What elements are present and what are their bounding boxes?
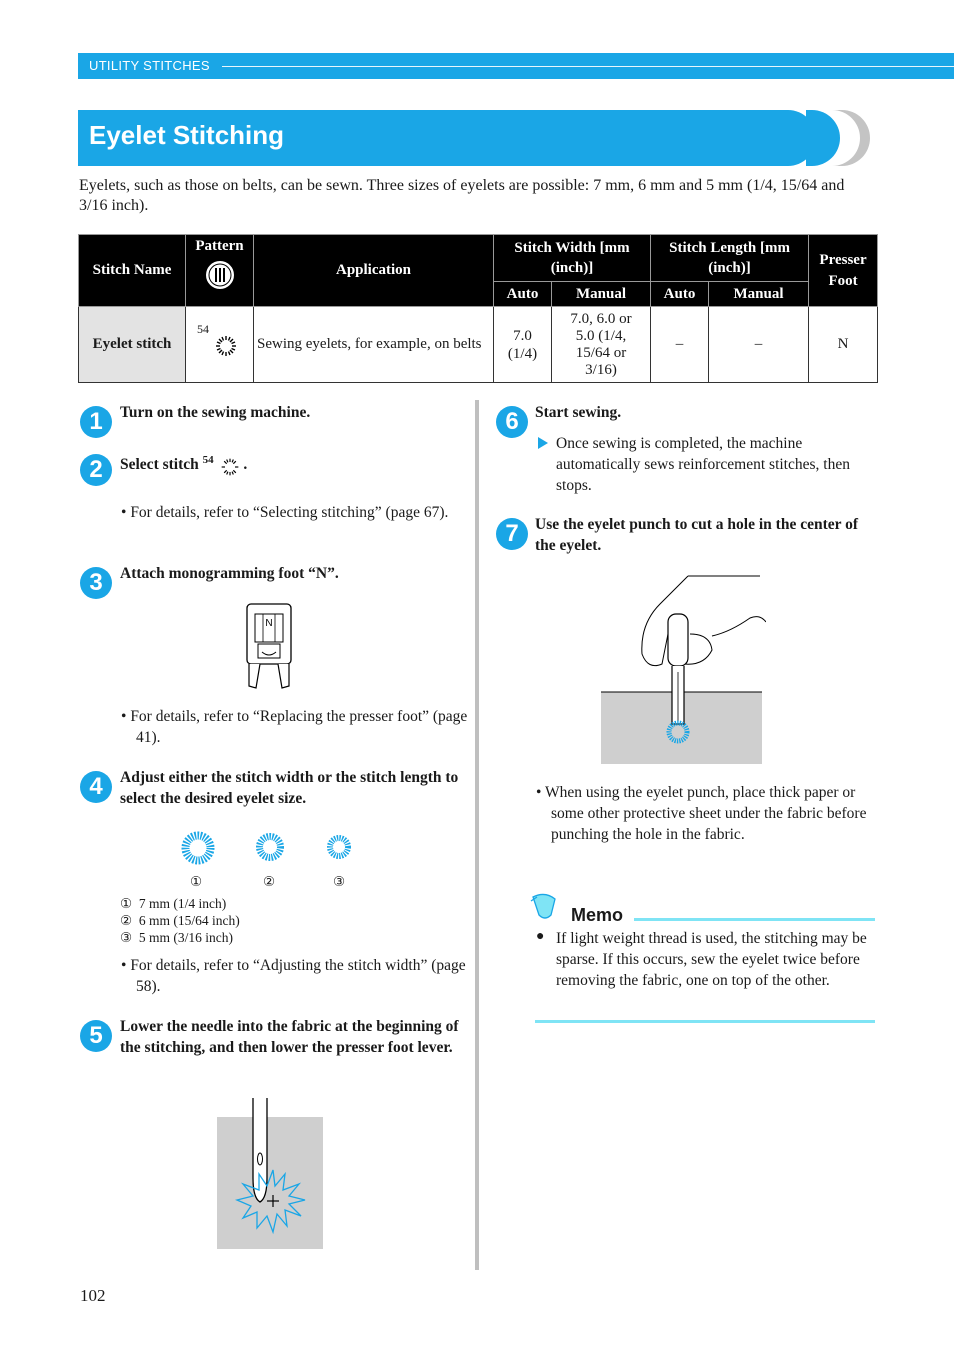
eyelet-stitch-small-icon — [220, 457, 240, 477]
step-5-text: Lower the needle into the fabric at the beginning of the stitching, and then lower the presser foot lever. — [120, 1018, 459, 1056]
eyelet-label-3: ③ — [333, 874, 346, 889]
memo-rule-bottom — [535, 1020, 875, 1023]
title-decoration-icon — [806, 110, 870, 166]
foot-letter: N — [265, 618, 273, 629]
step-5-badge: 5 — [80, 1020, 112, 1052]
step-2-suffix: . — [243, 456, 248, 474]
eyelet-punch-illustration — [600, 574, 766, 766]
size-list-item-1 — [120, 895, 226, 912]
eyelet-label-2: ② — [263, 874, 276, 889]
step-2-bullet-text: For details, refer to “Selecting stitching” (page 67). — [130, 504, 449, 521]
step-4-bullet-text: For details, refer to “Adjusting the stitch width” (page 58). — [130, 957, 466, 995]
step-4-text: Adjust either the stitch width or the stitch length to select the desired eyelet size. — [120, 769, 459, 807]
result-arrow-icon — [537, 436, 549, 450]
row-width-manual: 7.0, 6.0 or 5.0 (1/4, 15/64 or 3/16) — [552, 307, 651, 383]
eyelet-large-icon — [178, 828, 218, 868]
step-3-bullet-text: For details, refer to “Replacing the presser foot” (page 41). — [130, 708, 468, 746]
memo-text: If light weight thread is used, the stitching may be sparse. If this occurs, sew the eyelet twice before removing the fabric, one on top of the other. — [556, 930, 867, 989]
step-1-text: Turn on the sewing machine. — [120, 404, 311, 421]
header-length-manual: Manual — [709, 282, 809, 307]
eyelet-label-1: ① — [190, 874, 203, 889]
row-length-manual: – — [709, 307, 809, 383]
step-7-bullet: • When using the eyelet punch, place thick paper or some other protective sheet under the fabric before punching the hole in the fabric. — [536, 784, 867, 843]
header-pattern-label: Pattern — [195, 238, 244, 254]
row-width-auto: 7.0 (1/4) — [494, 307, 552, 383]
row-stitch-name: Eyelet stitch — [79, 307, 186, 383]
step-4-badge: 4 — [80, 771, 112, 803]
needle-on-fabric-illustration — [217, 1098, 323, 1249]
row-presser-foot: N — [809, 307, 878, 383]
size-list-text-1: 7 mm (1/4 inch) — [138, 896, 227, 911]
step-7-badge: 7 — [496, 518, 528, 550]
eyelet-stitch-icon — [214, 334, 238, 358]
step-3-bullet: • For details, refer to “Replacing the presser foot” (page 41). — [121, 708, 468, 746]
header-width-manual: Manual — [552, 282, 651, 307]
step-4-bullet: • For details, refer to “Adjusting the stitch width” (page 58). — [121, 957, 466, 995]
memo-bullet-dot-icon: ● — [536, 929, 545, 944]
size-list-marker-2: ② — [120, 913, 133, 928]
size-list-marker-1: ① — [120, 896, 133, 911]
row-length-auto: – — [651, 307, 709, 383]
column-divider — [475, 400, 479, 1270]
header-presser-foot: Presser Foot — [809, 235, 878, 307]
header-rule — [222, 66, 954, 67]
header-stitch-name: Stitch Name — [79, 235, 186, 307]
size-list-text-2: 6 mm (15/64 inch) — [138, 913, 240, 928]
memo-rule-top — [634, 918, 875, 921]
step-2-superscript: 54 — [202, 454, 214, 466]
step-2-text: Select stitch — [120, 456, 199, 474]
size-list-item-2 — [120, 912, 240, 929]
step-2-line — [120, 450, 460, 477]
step-1-badge: 1 — [80, 406, 112, 438]
presser-foot-illustration — [244, 602, 294, 690]
size-list-marker-3: ③ — [120, 930, 133, 945]
header-length-auto: Auto — [651, 282, 709, 307]
pattern-mode-icon — [203, 258, 237, 292]
step-2-badge: 2 — [80, 454, 112, 486]
step-7-bullet-text: When using the eyelet punch, place thick paper or some other protective sheet under the fabric before punching the hole in the fabric. — [545, 784, 867, 843]
header-pattern — [186, 235, 254, 307]
step-6-text: Start sewing. — [535, 404, 622, 421]
stitch-table — [78, 234, 878, 383]
header-stitch-width: Stitch Width [mm (inch)] — [494, 235, 651, 282]
page-number: 102 — [80, 1286, 106, 1305]
step-7-text: Use the eyelet punch to cut a hole in the center of the eyelet. — [535, 516, 859, 554]
row-application: Sewing eyelets, for example, on belts — [254, 307, 494, 383]
size-list-text-3: 5 mm (3/16 inch) — [138, 930, 233, 945]
memo-title: Memo — [571, 905, 624, 925]
size-list-item-3 — [120, 929, 233, 946]
step-3-text: Attach monogramming foot “N”. — [120, 565, 339, 582]
header-stitch-length: Stitch Length [mm (inch)] — [651, 235, 809, 282]
memo-bell-icon — [529, 893, 561, 923]
step-6-badge: 6 — [496, 406, 528, 438]
intro-paragraph: Eyelets, such as those on belts, can be sewn. Three sizes of eyelets are possible: 7 mm, 6 mm and 5 mm (1/4, 15/64 and 3/16 inch). — [79, 177, 845, 214]
header-application: Application — [254, 235, 494, 307]
page-title: Eyelet Stitching — [89, 120, 285, 150]
eyelet-small-icon — [324, 832, 354, 862]
row-pattern — [186, 307, 254, 383]
step-6-result: Once sewing is completed, the machine automatically sews reinforcement stitches, then stops. — [556, 435, 850, 494]
header-width-auto: Auto — [494, 282, 552, 307]
section-label: UTILITY STITCHES — [89, 58, 210, 73]
step-2-bullet: • For details, refer to “Selecting stitching” (page 67). — [121, 504, 449, 521]
step-3-badge: 3 — [80, 567, 112, 599]
pattern-number: 54 — [197, 322, 209, 336]
eyelet-medium-icon — [253, 830, 287, 864]
